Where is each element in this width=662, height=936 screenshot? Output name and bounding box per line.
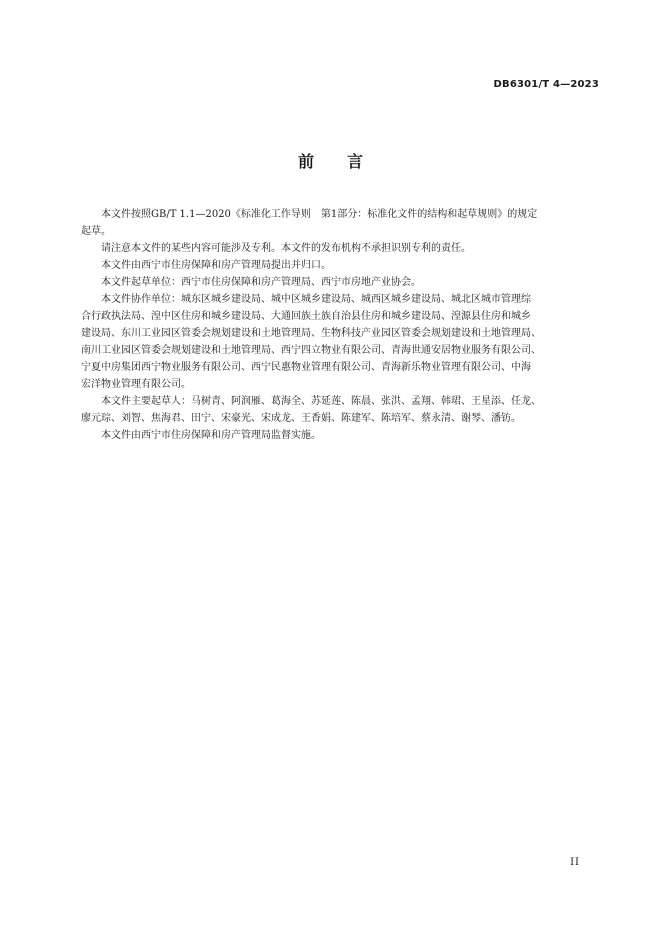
paragraph-cooperating-units	[81, 291, 589, 393]
paragraph-line: 本文件协作单位：城东区城乡建设局、城中区城乡建设局、城西区城乡建设局、城北区城市管理综	[101, 294, 531, 305]
paragraph-standard-basis	[81, 206, 589, 240]
title-char-2: 言	[347, 152, 365, 171]
paragraph-proposer	[81, 257, 589, 274]
paragraph-line: 廖元琮、刘智、焦海君、田宁、宋豪光、宋成龙、王香娟、陈建军、陈培军、蔡永清、谢琴、潘钫。	[81, 413, 521, 424]
paragraph-line: 本文件由西宁市住房保障和房产管理局监督实施。	[101, 430, 321, 441]
paragraph-line: 合行政执法局、湟中区住房和城乡建设局、大通回族土族自治县住房和城乡建设局、湟源县住房和城乡	[81, 311, 531, 322]
paragraph-line: 本文件由西宁市住房保障和房产管理局提出并归口。	[101, 260, 331, 271]
paragraph-line: 宁夏中房集团西宁物业服务有限公司、西宁民惠物业管理有限公司、青海新乐物业管理有限公司、中海	[81, 362, 531, 373]
paragraph-line: 建设局、东川工业园区管委会规划建设和土地管理局、生物科技产业园区管委会规划建设和土地管理局、	[81, 328, 541, 339]
paragraph-line: 本文件起草单位：西宁市住房保障和房产管理局、西宁市房地产业协会。	[101, 277, 421, 288]
paragraph-drafting-units	[81, 274, 589, 291]
paragraph-line: 请注意本文件的某些内容可能涉及专利。本文件的发布机构不承担识别专利的责任。	[101, 243, 471, 254]
paragraph-line: 宏洋物业管理有限公司。	[81, 379, 191, 390]
paragraph-line: 本文件主要起草人：马树青、阿润雁、葛海全、苏延莲、陈晨、张洪、孟翔、韩珺、王星添、任龙、	[101, 396, 541, 407]
paragraph-main-drafters	[81, 393, 589, 427]
paragraph-supervision	[81, 427, 589, 444]
paragraph-patent-notice	[81, 240, 589, 257]
document-code: DB6301/T 4—2023	[493, 79, 599, 90]
page-number: II	[570, 857, 580, 868]
paragraph-line: 本文件按照GB/T 1.1—2020《标准化工作导则 第1部分：标准化文件的结构和起草规则》的规定	[101, 209, 538, 220]
title-char-1: 前	[297, 152, 315, 171]
foreword-body	[81, 206, 589, 444]
paragraph-line: 南川工业园区管委会规划建设和土地管理局、西宁四立物业有限公司、青海世通安居物业服务有限公司、	[81, 345, 541, 356]
page-title	[0, 149, 662, 172]
paragraph-line: 起草。	[81, 226, 111, 237]
